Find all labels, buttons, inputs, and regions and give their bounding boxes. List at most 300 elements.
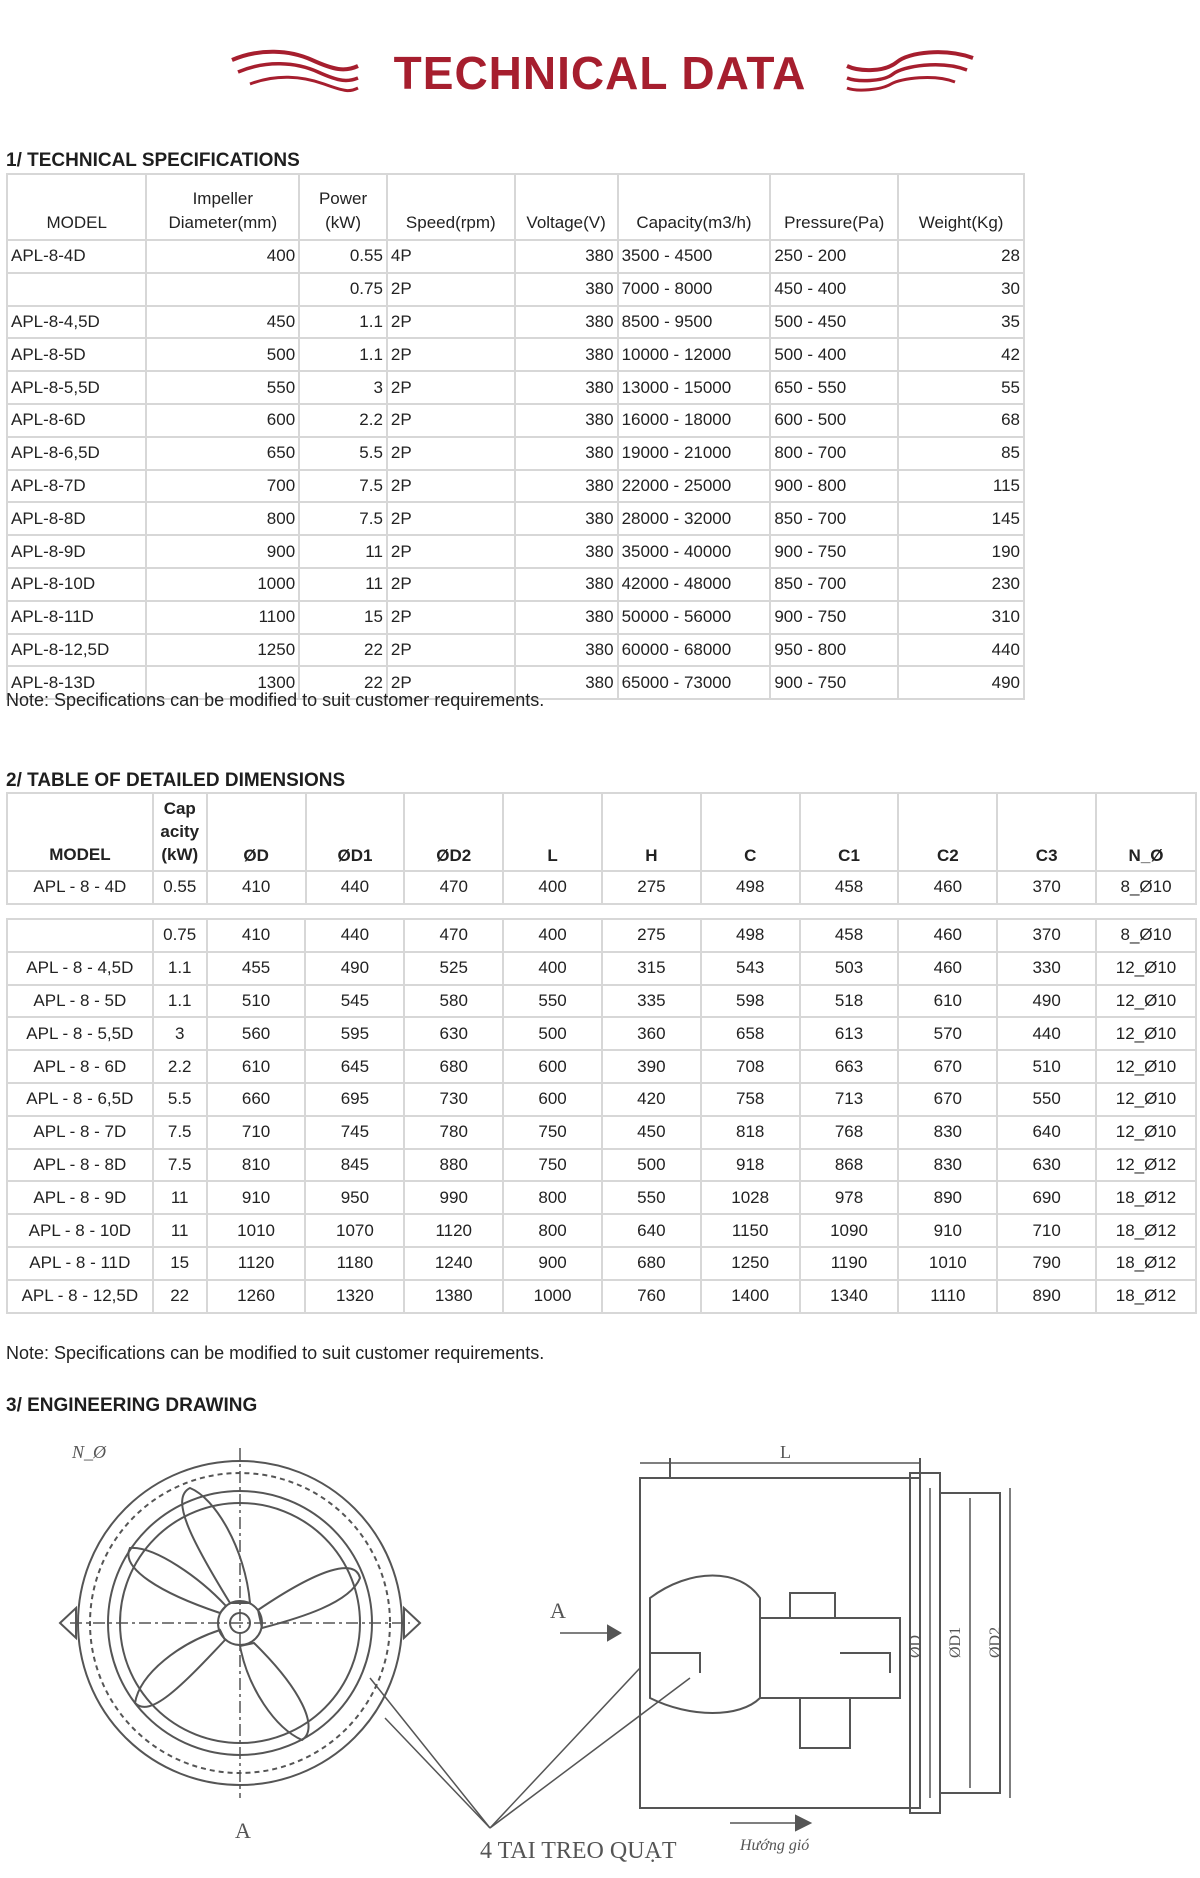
cell-model: APL-8-8D (7, 502, 146, 535)
cell-pressure: 900 - 750 (770, 601, 898, 634)
cell-capacity: 3 (153, 1017, 207, 1050)
cell-c: 658 (701, 1017, 800, 1050)
cell-model (7, 273, 146, 306)
cell-capacity: 15 (153, 1247, 207, 1280)
table-row (7, 634, 1024, 667)
cell-c: 1250 (701, 1247, 800, 1280)
cell-impeller: 700 (146, 470, 299, 503)
cell-power: 0.75 (299, 273, 387, 306)
cell-model: APL - 8 - 5D (7, 985, 153, 1018)
cell-c: 1150 (701, 1214, 800, 1247)
cell-d: 710 (207, 1116, 306, 1149)
dims-section-title: 2/ TABLE OF DETAILED DIMENSIONS (6, 770, 346, 791)
cell-speed: 2P (387, 437, 515, 470)
table-row (7, 985, 1196, 1018)
table-row (7, 1083, 1196, 1116)
cell-l: 800 (503, 1181, 602, 1214)
cell-c2: 830 (898, 1149, 997, 1182)
table-row (7, 371, 1024, 404)
cell-power: 7.5 (299, 470, 387, 503)
cell-d1: 695 (305, 1083, 404, 1116)
cell-weight: 85 (898, 437, 1024, 470)
cell-voltage: 380 (515, 306, 618, 339)
cell-n: 12_Ø10 (1096, 952, 1196, 985)
spec-col-model: MODEL (7, 174, 146, 240)
cell-model: APL - 8 - 6,5D (7, 1083, 153, 1116)
cell-model: APL-8-4,5D (7, 306, 146, 339)
cell-c3: 510 (997, 1050, 1096, 1083)
cell-capacity: 65000 - 73000 (618, 666, 771, 699)
cell-d1: 440 (305, 919, 404, 952)
cell-c1: 613 (800, 1017, 899, 1050)
cell-weight: 35 (898, 306, 1024, 339)
table-row (7, 1247, 1196, 1280)
cell-c3: 330 (997, 952, 1096, 985)
cell-model: APL-8-4D (7, 240, 146, 273)
cell-speed: 2P (387, 338, 515, 371)
cell-impeller: 1300 (146, 666, 299, 699)
cell-c2: 890 (898, 1181, 997, 1214)
cell-pressure: 900 - 750 (770, 535, 898, 568)
cell-power: 11 (299, 535, 387, 568)
cell-power: 11 (299, 568, 387, 601)
cell-model: APL-8-10D (7, 568, 146, 601)
cell-speed: 2P (387, 666, 515, 699)
cell-weight: 115 (898, 470, 1024, 503)
cell-d1: 950 (305, 1181, 404, 1214)
cell-speed: 2P (387, 601, 515, 634)
cell-d1: 595 (305, 1017, 404, 1050)
cell-d2: 780 (404, 1116, 503, 1149)
cell-c1: 1190 (800, 1247, 899, 1280)
cell-impeller: 1000 (146, 568, 299, 601)
cell-model: APL - 8 - 6D (7, 1050, 153, 1083)
cell-d: 560 (207, 1017, 306, 1050)
cell-impeller: 450 (146, 306, 299, 339)
cell-model: APL-8-9D (7, 535, 146, 568)
cell-capacity: 2.2 (153, 1050, 207, 1083)
cell-voltage: 380 (515, 338, 618, 371)
cell-d2: 680 (404, 1050, 503, 1083)
cell-pressure: 900 - 750 (770, 666, 898, 699)
cell-model: APL-8-6D (7, 404, 146, 437)
cell-model: APL - 8 - 7D (7, 1116, 153, 1149)
cell-d1: 645 (305, 1050, 404, 1083)
cell-c: 818 (701, 1116, 800, 1149)
cell-c2: 830 (898, 1116, 997, 1149)
cell-c3: 690 (997, 1181, 1096, 1214)
cell-h: 390 (602, 1050, 701, 1083)
cell-capacity: 3500 - 4500 (618, 240, 771, 273)
cell-l: 400 (503, 919, 602, 952)
table-row (7, 601, 1024, 634)
cell-n: 18_Ø12 (1096, 1214, 1196, 1247)
cell-power: 22 (299, 634, 387, 667)
cell-pressure: 250 - 200 (770, 240, 898, 273)
dims-col-l: L (503, 793, 602, 871)
cell-c3: 370 (997, 919, 1096, 952)
cell-power: 2.2 (299, 404, 387, 437)
cell-pressure: 900 - 800 (770, 470, 898, 503)
cell-speed: 2P (387, 371, 515, 404)
airflow-label: Hướng gió (740, 1837, 810, 1854)
cell-c2: 610 (898, 985, 997, 1018)
cell-c3: 640 (997, 1116, 1096, 1149)
dims-col-capacity: Cap acity (kW) (153, 793, 207, 871)
cell-h: 315 (602, 952, 701, 985)
table-row (7, 470, 1024, 503)
dims-col-c: C (701, 793, 800, 871)
cell-voltage: 380 (515, 437, 618, 470)
cell-model: APL-8-5D (7, 338, 146, 371)
right-wave-ornament (845, 46, 975, 94)
spec-table-body (7, 240, 1024, 699)
cell-weight: 28 (898, 240, 1024, 273)
dims-note: Note: Specifications can be modified to suit customer requirements. (6, 1343, 545, 1363)
cell-capacity: 22000 - 25000 (618, 470, 771, 503)
spec-col-power: Power (kW) (299, 174, 387, 240)
cell-capacity: 7000 - 8000 (618, 273, 771, 306)
cell-c3: 550 (997, 1083, 1096, 1116)
table-row (7, 502, 1024, 535)
cell-d2: 470 (404, 919, 503, 952)
cell-c1: 663 (800, 1050, 899, 1083)
hanger-label: 4 TAI TREO QUẠT (480, 1838, 677, 1864)
cell-model: APL - 8 - 12,5D (7, 1280, 153, 1313)
cell-pressure: 850 - 700 (770, 502, 898, 535)
table-row (7, 404, 1024, 437)
label-a-side: A (550, 1598, 566, 1623)
cell-h: 335 (602, 985, 701, 1018)
cell-capacity: 5.5 (153, 1083, 207, 1116)
cell-d: 810 (207, 1149, 306, 1182)
page-title: TECHNICAL DATA (393, 47, 807, 99)
cell-d2: 630 (404, 1017, 503, 1050)
engineering-drawing (40, 1418, 1150, 1868)
cell-pressure: 850 - 700 (770, 568, 898, 601)
cell-n: 12_Ø10 (1096, 985, 1196, 1018)
cell-d: 410 (207, 871, 306, 904)
cell-d1: 1070 (305, 1214, 404, 1247)
cell-h: 500 (602, 1149, 701, 1182)
table-row (7, 1214, 1196, 1247)
table-row (7, 952, 1196, 985)
cell-speed: 2P (387, 273, 515, 306)
label-d2: ØD2 (987, 1626, 1004, 1658)
cell-voltage: 380 (515, 470, 618, 503)
cell-weight: 68 (898, 404, 1024, 437)
cell-n: 18_Ø12 (1096, 1247, 1196, 1280)
cell-c1: 1340 (800, 1280, 899, 1313)
cell-model: APL-8-5,5D (7, 371, 146, 404)
cell-l: 750 (503, 1149, 602, 1182)
table-row (7, 338, 1024, 371)
cell-d1: 845 (305, 1149, 404, 1182)
cell-c1: 868 (800, 1149, 899, 1182)
cell-c2: 910 (898, 1214, 997, 1247)
cell-capacity: 13000 - 15000 (618, 371, 771, 404)
cell-h: 420 (602, 1083, 701, 1116)
cell-c: 543 (701, 952, 800, 985)
cell-weight: 55 (898, 371, 1024, 404)
dims-col-c1: C1 (800, 793, 899, 871)
cell-model: APL - 8 - 4D (7, 871, 153, 904)
cell-h: 275 (602, 871, 701, 904)
cell-d1: 490 (305, 952, 404, 985)
front-view (60, 1448, 420, 1798)
cell-voltage: 380 (515, 634, 618, 667)
cell-impeller: 650 (146, 437, 299, 470)
cell-capacity: 60000 - 68000 (618, 634, 771, 667)
cell-impeller: 1100 (146, 601, 299, 634)
cell-capacity: 0.75 (153, 919, 207, 952)
cell-impeller: 1250 (146, 634, 299, 667)
cell-c3: 490 (997, 985, 1096, 1018)
cell-impeller: 400 (146, 240, 299, 273)
drawing-section-title: 3/ ENGINEERING DRAWING (6, 1395, 258, 1416)
cell-l: 800 (503, 1214, 602, 1247)
cell-speed: 2P (387, 306, 515, 339)
cell-d2: 470 (404, 871, 503, 904)
cell-capacity: 50000 - 56000 (618, 601, 771, 634)
cell-impeller: 500 (146, 338, 299, 371)
table-row (7, 535, 1024, 568)
cell-voltage: 380 (515, 535, 618, 568)
hanger-leader-lines (370, 1668, 690, 1828)
table-row (7, 919, 1196, 952)
cell-c: 498 (701, 919, 800, 952)
table-row (7, 1017, 1196, 1050)
table-row (7, 273, 1024, 306)
dimensions-table-body (6, 918, 1197, 1314)
cell-c1: 458 (800, 919, 899, 952)
cell-voltage: 380 (515, 240, 618, 273)
cell-power: 15 (299, 601, 387, 634)
cell-c: 758 (701, 1083, 800, 1116)
cell-speed: 2P (387, 502, 515, 535)
cell-c3: 630 (997, 1149, 1096, 1182)
cell-pressure: 650 - 550 (770, 371, 898, 404)
cell-model: APL - 8 - 8D (7, 1149, 153, 1182)
cell-capacity: 10000 - 12000 (618, 338, 771, 371)
cell-d2: 990 (404, 1181, 503, 1214)
cell-d: 1010 (207, 1214, 306, 1247)
technical-spec-table (6, 173, 1025, 700)
cell-pressure: 450 - 400 (770, 273, 898, 306)
spec-col-pressure: Pressure(Pa) (770, 174, 898, 240)
table-row (7, 1280, 1196, 1313)
cell-model: APL - 8 - 4,5D (7, 952, 153, 985)
cell-power: 3 (299, 371, 387, 404)
cell-h: 640 (602, 1214, 701, 1247)
cell-d: 610 (207, 1050, 306, 1083)
cell-power: 7.5 (299, 502, 387, 535)
cell-n: 18_Ø12 (1096, 1280, 1196, 1313)
table-row (7, 437, 1024, 470)
cell-capacity: 35000 - 40000 (618, 535, 771, 568)
cell-power: 0.55 (299, 240, 387, 273)
cell-l: 500 (503, 1017, 602, 1050)
dims-col-n: N_Ø (1096, 793, 1196, 871)
cell-capacity: 7.5 (153, 1116, 207, 1149)
table-row (7, 1116, 1196, 1149)
cell-capacity: 19000 - 21000 (618, 437, 771, 470)
cell-model: APL - 8 - 5,5D (7, 1017, 153, 1050)
cell-weight: 190 (898, 535, 1024, 568)
cell-d: 910 (207, 1181, 306, 1214)
cell-capacity: 1.1 (153, 952, 207, 985)
cell-c1: 1090 (800, 1214, 899, 1247)
cell-voltage: 380 (515, 601, 618, 634)
dims-col-d1: ØD1 (306, 793, 405, 871)
cell-power: 22 (299, 666, 387, 699)
cell-impeller (146, 273, 299, 306)
cell-c3: 440 (997, 1017, 1096, 1050)
cell-d2: 730 (404, 1083, 503, 1116)
cell-d1: 440 (306, 871, 405, 904)
cell-c: 1400 (701, 1280, 800, 1313)
label-a-front: A (235, 1818, 251, 1843)
cell-capacity: 16000 - 18000 (618, 404, 771, 437)
spec-section-title: 1/ TECHNICAL SPECIFICATIONS (6, 150, 300, 171)
cell-impeller: 900 (146, 535, 299, 568)
cell-model: APL - 8 - 11D (7, 1247, 153, 1280)
cell-d2: 1120 (404, 1214, 503, 1247)
cell-c2: 1010 (898, 1247, 997, 1280)
cell-n: 12_Ø10 (1096, 1017, 1196, 1050)
cell-power: 1.1 (299, 338, 387, 371)
cell-n: 8_Ø10 (1096, 919, 1196, 952)
cell-model: APL-8-11D (7, 601, 146, 634)
cell-speed: 2P (387, 535, 515, 568)
cell-c: 1028 (701, 1181, 800, 1214)
spec-col-weight: Weight(Kg) (898, 174, 1024, 240)
cell-pressure: 600 - 500 (770, 404, 898, 437)
cell-model: APL-8-6,5D (7, 437, 146, 470)
cell-capacity: 42000 - 48000 (618, 568, 771, 601)
table-row (7, 1050, 1196, 1083)
cell-d: 510 (207, 985, 306, 1018)
cell-c3: 790 (997, 1247, 1096, 1280)
cell-c2: 1110 (898, 1280, 997, 1313)
cell-pressure: 500 - 450 (770, 306, 898, 339)
dims-col-d: ØD (207, 793, 306, 871)
cell-voltage: 380 (515, 371, 618, 404)
cell-speed: 2P (387, 634, 515, 667)
spec-col-capacity: Capacity(m3/h) (618, 174, 771, 240)
cell-n: 8_Ø10 (1096, 871, 1196, 904)
cell-d: 410 (207, 919, 306, 952)
cell-c1: 458 (800, 871, 899, 904)
cell-capacity: 11 (153, 1181, 207, 1214)
cell-c3: 710 (997, 1214, 1096, 1247)
dims-header-row (7, 793, 1196, 871)
cell-weight: 230 (898, 568, 1024, 601)
label-d: ØD (907, 1634, 924, 1658)
cell-d: 1120 (207, 1247, 306, 1280)
cell-c2: 670 (898, 1083, 997, 1116)
cell-l: 750 (503, 1116, 602, 1149)
table-row (7, 871, 1196, 904)
cell-n: 12_Ø10 (1096, 1116, 1196, 1149)
table-row (7, 1149, 1196, 1182)
table-row (7, 568, 1024, 601)
cell-voltage: 380 (515, 568, 618, 601)
cell-impeller: 800 (146, 502, 299, 535)
cell-c1: 503 (800, 952, 899, 985)
label-l: L (780, 1442, 791, 1462)
dims-col-d2: ØD2 (404, 793, 503, 871)
cell-capacity: 1.1 (153, 985, 207, 1018)
cell-l: 600 (503, 1083, 602, 1116)
cell-c2: 670 (898, 1050, 997, 1083)
cell-model: APL-8-13D (7, 666, 146, 699)
cell-d2: 1380 (404, 1280, 503, 1313)
cell-c1: 768 (800, 1116, 899, 1149)
spec-col-voltage: Voltage(V) (515, 174, 618, 240)
cell-h: 360 (602, 1017, 701, 1050)
table-row (7, 1181, 1196, 1214)
cell-h: 760 (602, 1280, 701, 1313)
table-row (7, 240, 1024, 273)
cell-c2: 460 (898, 952, 997, 985)
cell-d2: 580 (404, 985, 503, 1018)
cell-d1: 1180 (305, 1247, 404, 1280)
cell-weight: 490 (898, 666, 1024, 699)
cell-capacity: 7.5 (153, 1149, 207, 1182)
cell-model: APL-8-12,5D (7, 634, 146, 667)
cell-n: 12_Ø12 (1096, 1149, 1196, 1182)
dims-col-h: H (602, 793, 701, 871)
cell-model: APL - 8 - 9D (7, 1181, 153, 1214)
cell-voltage: 380 (515, 502, 618, 535)
cell-impeller: 550 (146, 371, 299, 404)
cell-n: 12_Ø10 (1096, 1050, 1196, 1083)
cell-d1: 545 (305, 985, 404, 1018)
cell-c1: 978 (800, 1181, 899, 1214)
cell-l: 400 (503, 871, 602, 904)
cell-capacity: 8500 - 9500 (618, 306, 771, 339)
cell-l: 900 (503, 1247, 602, 1280)
cell-n: 12_Ø10 (1096, 1083, 1196, 1116)
cell-h: 550 (602, 1181, 701, 1214)
cell-c2: 570 (898, 1017, 997, 1050)
cell-c3: 370 (997, 871, 1096, 904)
cell-n: 18_Ø12 (1096, 1181, 1196, 1214)
cell-weight: 42 (898, 338, 1024, 371)
cell-model: APL - 8 - 10D (7, 1214, 153, 1247)
cell-speed: 2P (387, 470, 515, 503)
cell-d: 455 (207, 952, 306, 985)
cell-c2: 460 (898, 919, 997, 952)
table-row (7, 306, 1024, 339)
spec-note: Note: Specifications can be modified to suit customer requirements. (6, 690, 545, 710)
cell-capacity: 22 (153, 1280, 207, 1313)
cell-model (7, 919, 153, 952)
cell-power: 1.1 (299, 306, 387, 339)
cell-h: 680 (602, 1247, 701, 1280)
label-n: N_Ø (72, 1442, 107, 1462)
cell-h: 275 (602, 919, 701, 952)
label-d1: ØD1 (947, 1626, 964, 1658)
dims-col-model: MODEL (7, 793, 153, 871)
cell-capacity: 11 (153, 1214, 207, 1247)
cell-d1: 1320 (305, 1280, 404, 1313)
cell-weight: 310 (898, 601, 1024, 634)
cell-c: 598 (701, 985, 800, 1018)
cell-voltage: 380 (515, 666, 618, 699)
spec-header-row (7, 174, 1024, 240)
